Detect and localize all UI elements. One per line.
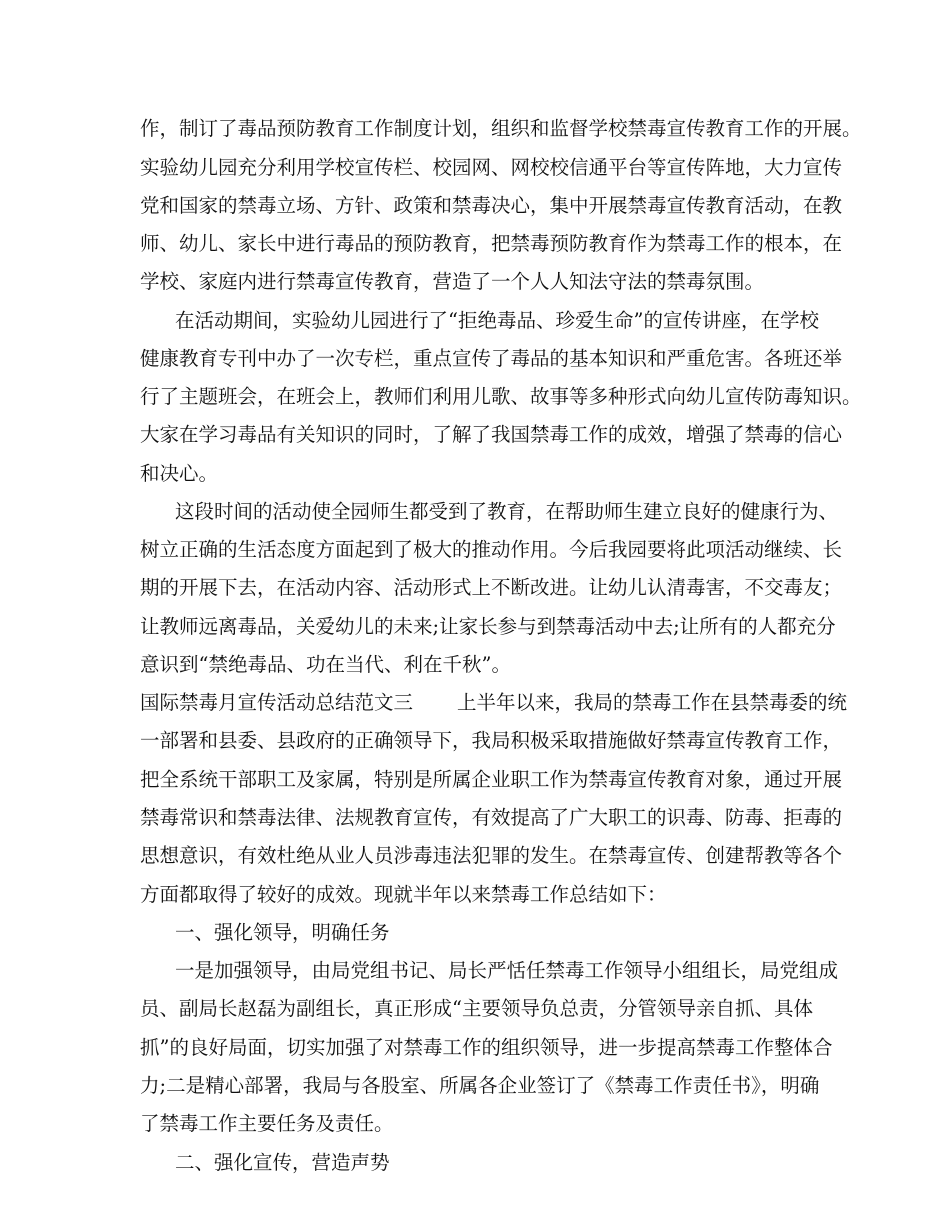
section-title: 国际禁毒月宣传活动总结范文三 xyxy=(140,691,414,714)
text-line: 力;二是精心部署，我局与各股室、所属各企业签订了《禁毒工作责任书》，明确 xyxy=(140,1074,820,1097)
text-line: 树立正确的生活态度方面起到了极大的推动作用。今后我园要将此项活动继续、长 xyxy=(140,538,843,561)
text-line: 健康教育专刊中办了一次专栏，重点宣传了毒品的基本知识和严重危害。各班还举 xyxy=(140,347,843,370)
text-line: 在活动期间，实验幼儿园进行了“拒绝毒品、珍爱生命”的宣传讲座，在学校 xyxy=(175,309,819,332)
text-line: 抓”的良好局面，切实加强了对禁毒工作的组织领导，进一步提高禁毒工作整体合 xyxy=(140,1036,833,1059)
text-line: 这段时间的活动使全园师生都受到了教育，在帮助师生建立良好的健康行为、 xyxy=(175,500,839,523)
text-line: 学校、家庭内进行禁毒宣传教育，营造了一个人人知法守法的禁毒氛围。 xyxy=(140,270,765,293)
text-line: 一部署和县委、县政府的正确领导下，我局积极采取措施做好禁毒宣传教育工作， xyxy=(140,729,843,752)
text-segment: 上半年以来，我局的禁毒工作在县禁毒委的统 xyxy=(457,691,848,714)
text-line: 让教师远离毒品，关爱幼儿的未来;让家长参与到禁毒活动中去;让所有的人都充分 xyxy=(140,615,836,638)
heading-two: 二、强化宣传，营造声势 xyxy=(175,1151,390,1174)
text-line: 思想意识，有效杜绝从业人员涉毒违法犯罪的发生。在禁毒宣传、创建帮教等各个 xyxy=(140,844,843,867)
text-line: 方面都取得了较好的成效。现就半年以来禁毒工作总结如下： xyxy=(140,883,667,906)
heading-one: 一、强化领导，明确任务 xyxy=(175,921,390,944)
text-line: 实验幼儿园充分利用学校宣传栏、校园网、网校校信通平台等宣传阵地，大力宣传 xyxy=(140,156,843,179)
text-line: 一是加强领导，由局党组书记、局长严恬任禁毒工作领导小组组长，局党组成 xyxy=(175,959,839,982)
text-line: 行了主题班会，在班会上，教师们利用儿歌、故事等多种形式向幼儿宣传防毒知识。 xyxy=(140,385,862,408)
text-line: 大家在学习毒品有关知识的同时，了解了我国禁毒工作的成效，增强了禁毒的信心 xyxy=(140,423,843,446)
text-line: 党和国家的禁毒立场、方针、政策和禁毒决心，集中开展禁毒宣传教育活动，在教 xyxy=(140,194,843,217)
text-line: 师、幼儿、家长中进行毒品的预防教育，把禁毒预防教育作为禁毒工作的根本，在 xyxy=(140,232,843,255)
text-line: 禁毒常识和禁毒法律、法规教育宣传，有效提高了广大职工的识毒、防毒、拒毒的 xyxy=(140,806,843,829)
text-line: 了禁毒工作主要任务及责任。 xyxy=(140,1112,394,1135)
text-line: 作，制订了毒品预防教育工作制度计划，组织和监督学校禁毒宣传教育工作的开展。 xyxy=(140,117,862,140)
text-line: 和决心。 xyxy=(140,462,219,485)
text-line: 意识到“禁绝毒品、功在当代、利在千秋”。 xyxy=(140,653,511,676)
text-line: 期的开展下去，在活动内容、活动形式上不断改进。让幼儿认清毒害，不交毒友； xyxy=(140,576,843,599)
text-line: 把全系统干部职工及家属，特别是所属企业职工作为禁毒宣传教育对象，通过开展 xyxy=(140,768,843,791)
section-title-line xyxy=(140,690,847,716)
text-line: 员、副局长赵磊为副组长，真正形成“主要领导负总责，分管领导亲自抓、具体 xyxy=(140,997,813,1020)
